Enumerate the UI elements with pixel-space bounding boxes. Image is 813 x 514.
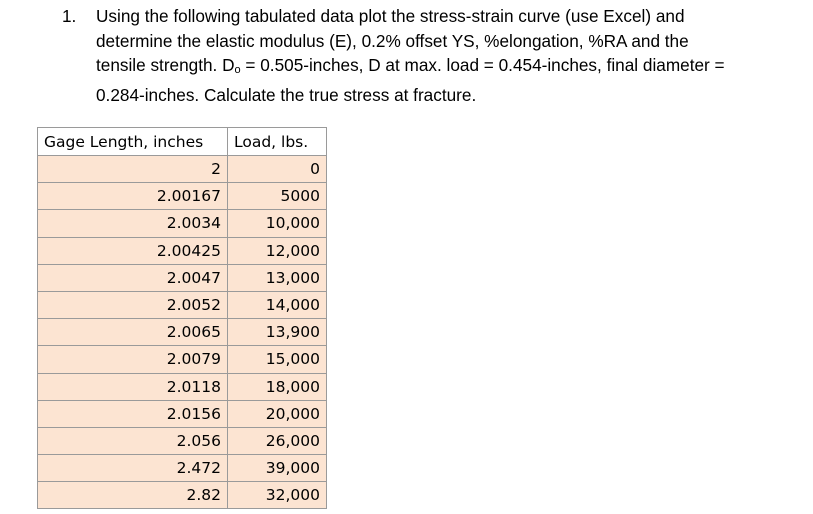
problem-number: 1.	[62, 6, 77, 26]
gage-length-cell: 2.0034	[38, 210, 228, 237]
problem-line-2: determine the elastic modulus (E), 0.2% offset YS, %elongation, %RA and the	[96, 30, 689, 51]
load-cell: 13,900	[228, 319, 327, 346]
problem-line-3	[96, 53, 806, 83]
data-table	[37, 127, 327, 509]
gage-length-cell: 2.0052	[38, 291, 228, 318]
diameter-subscript: o	[234, 64, 241, 76]
load-cell: 26,000	[228, 427, 327, 454]
load-cell: 39,000	[228, 455, 327, 482]
gage-length-cell: 2	[38, 156, 228, 183]
load-cell: 0	[228, 156, 327, 183]
gage-length-header: Gage Length, inches	[38, 128, 228, 156]
load-cell: 20,000	[228, 400, 327, 427]
problem-text	[96, 4, 806, 107]
gage-length-cell: 2.056	[38, 427, 228, 454]
table-row	[38, 291, 327, 318]
gage-length-cell: 2.0156	[38, 400, 228, 427]
table-row	[38, 400, 327, 427]
problem-line-3-start: tensile strength. D	[96, 55, 235, 75]
problem-line-1: Using the following tabulated data plot the stress-strain curve (use Excel) and	[96, 6, 685, 26]
load-cell: 15,000	[228, 346, 327, 373]
table-row	[38, 482, 327, 509]
table-row	[38, 210, 327, 237]
load-cell: 10,000	[228, 210, 327, 237]
table-row	[38, 183, 327, 210]
gage-length-cell: 2.82	[38, 482, 228, 509]
load-cell: 32,000	[228, 482, 327, 509]
load-cell: 12,000	[228, 237, 327, 264]
gage-length-cell: 2.0047	[38, 264, 228, 291]
table-row	[38, 373, 327, 400]
table-row	[38, 427, 327, 454]
gage-length-cell: 2.00425	[38, 237, 228, 264]
load-cell: 13,000	[228, 264, 327, 291]
table-row	[38, 346, 327, 373]
problem-line-4: 0.284-inches. Calculate the true stress at fracture.	[96, 84, 477, 105]
load-cell: 14,000	[228, 291, 327, 318]
gage-length-cell: 2.0079	[38, 346, 228, 373]
table-row	[38, 319, 327, 346]
gage-length-cell: 2.0065	[38, 319, 228, 346]
table-row	[38, 156, 327, 183]
gage-length-cell: 2.472	[38, 455, 228, 482]
load-header: Load, lbs.	[228, 128, 327, 156]
gage-length-cell: 2.00167	[38, 183, 228, 210]
gage-length-cell: 2.0118	[38, 373, 228, 400]
problem-line-3-end: = 0.505-inches, D at max. load = 0.454-inches, final diameter =	[240, 55, 725, 75]
table-header-row	[38, 128, 327, 156]
load-cell: 18,000	[228, 373, 327, 400]
table-row	[38, 237, 327, 264]
table-row	[38, 264, 327, 291]
table-row	[38, 455, 327, 482]
load-cell: 5000	[228, 183, 327, 210]
